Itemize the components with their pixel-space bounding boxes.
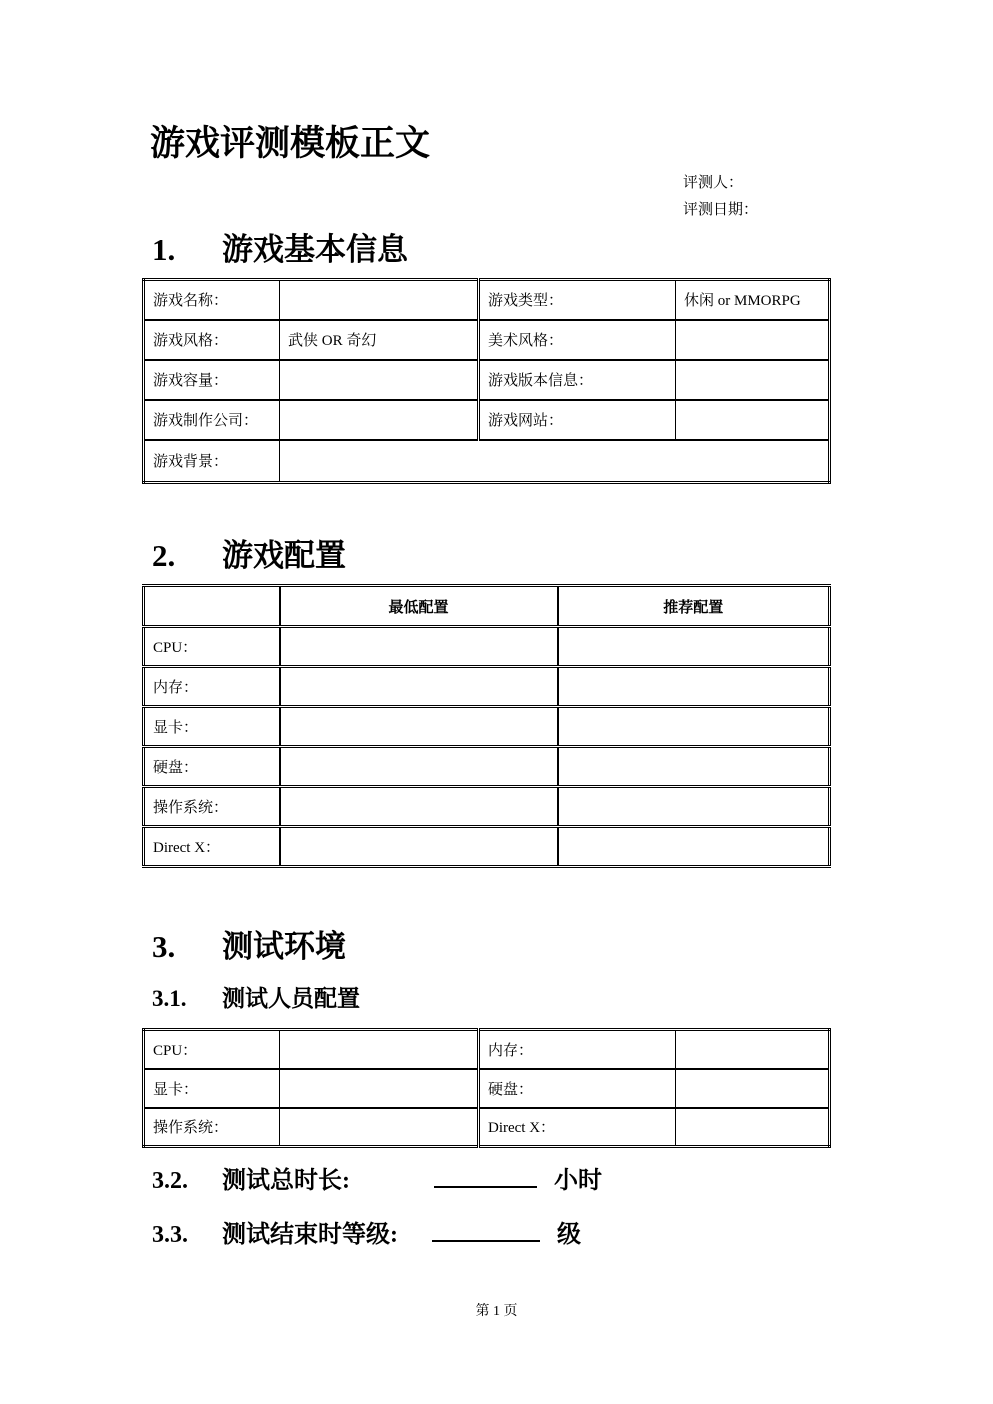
table-row xyxy=(144,627,830,667)
memory-rec-value-cell[interactable] xyxy=(558,667,830,707)
game-name-label-cell: 游戏名称： xyxy=(144,280,280,320)
test-gpu-value-cell[interactable] xyxy=(280,1069,479,1108)
game-style-value-cell[interactable]: 武侠 OR 奇幻 xyxy=(280,320,479,360)
table-row xyxy=(144,400,830,440)
disk-rec-value-cell[interactable] xyxy=(558,747,830,787)
end-level-unit: 级 xyxy=(557,1222,581,1248)
test-gpu-label-cell: 显卡： xyxy=(144,1069,280,1108)
section-1-number: 1. xyxy=(152,232,176,267)
gpu-label-cell: 显卡： xyxy=(144,707,280,747)
memory-label-cell: 内存： xyxy=(144,667,280,707)
game-version-label-cell: 游戏版本信息： xyxy=(479,360,676,400)
test-cpu-label-cell: CPU： xyxy=(144,1030,280,1069)
config-table xyxy=(142,584,831,868)
section-3-1-number: 3.1. xyxy=(152,986,187,1011)
page-number: 第 1 页 xyxy=(475,1304,518,1319)
test-duration-label: 测试总时长: xyxy=(222,1168,350,1194)
test-duration-unit: 小时 xyxy=(554,1168,602,1194)
cpu-rec-value-cell[interactable] xyxy=(558,627,830,667)
end-level-label: 测试结束时等级: xyxy=(222,1222,398,1248)
review-date-label: 评测日期： xyxy=(683,202,759,218)
test-directx-label-cell: Direct X： xyxy=(479,1108,676,1147)
game-company-value-cell[interactable] xyxy=(280,400,479,440)
game-size-label-cell: 游戏容量： xyxy=(144,360,280,400)
table-row xyxy=(144,747,830,787)
game-style-label-cell: 游戏风格： xyxy=(144,320,280,360)
test-directx-value-cell[interactable] xyxy=(676,1108,830,1147)
cpu-label-cell: CPU： xyxy=(144,627,280,667)
section-3-3-line xyxy=(152,1214,581,1249)
table-row xyxy=(144,1030,830,1069)
section-3-number: 3. xyxy=(152,929,176,964)
table-row xyxy=(144,440,830,483)
section-3-1-heading xyxy=(152,980,360,1013)
table-row xyxy=(144,1108,830,1147)
game-type-value-cell[interactable]: 休闲 or MMORPG xyxy=(676,280,830,320)
end-level-blank[interactable] xyxy=(432,1218,540,1242)
game-website-label-cell: 游戏网站： xyxy=(479,400,676,440)
gpu-min-value-cell[interactable] xyxy=(280,707,558,747)
test-duration-blank[interactable] xyxy=(434,1164,537,1188)
section-3-heading xyxy=(152,921,346,966)
config-header-empty-cell xyxy=(144,586,280,627)
section-1-heading xyxy=(152,224,408,269)
test-memory-value-cell[interactable] xyxy=(676,1030,830,1069)
game-type-label-cell: 游戏类型： xyxy=(479,280,676,320)
table-row xyxy=(144,667,830,707)
recommended-config-header-cell: 推荐配置 xyxy=(558,586,830,627)
os-label-cell: 操作系统： xyxy=(144,787,280,827)
table-row xyxy=(144,827,830,867)
cpu-min-value-cell[interactable] xyxy=(280,627,558,667)
table-row xyxy=(144,1069,830,1108)
section-2-title: 游戏配置 xyxy=(222,538,346,573)
table-row xyxy=(144,360,830,400)
section-1-title: 游戏基本信息 xyxy=(222,232,408,267)
game-background-value-cell[interactable] xyxy=(280,440,830,483)
section-3-3-number: 3.3. xyxy=(152,1222,188,1248)
directx-rec-value-cell[interactable] xyxy=(558,827,830,867)
test-os-value-cell[interactable] xyxy=(280,1108,479,1147)
config-header-row xyxy=(144,586,830,627)
section-2-heading xyxy=(152,530,346,575)
game-name-value-cell[interactable] xyxy=(280,280,479,320)
gpu-rec-value-cell[interactable] xyxy=(558,707,830,747)
os-min-value-cell[interactable] xyxy=(280,787,558,827)
test-env-table xyxy=(142,1028,831,1148)
test-disk-value-cell[interactable] xyxy=(676,1069,830,1108)
os-rec-value-cell[interactable] xyxy=(558,787,830,827)
game-website-value-cell[interactable] xyxy=(676,400,830,440)
section-3-1-title: 测试人员配置 xyxy=(222,986,360,1011)
section-3-2-line xyxy=(152,1160,602,1195)
disk-label-cell: 硬盘： xyxy=(144,747,280,787)
section-3-title: 测试环境 xyxy=(222,929,346,964)
game-size-value-cell[interactable] xyxy=(280,360,479,400)
meta-block xyxy=(683,170,758,224)
directx-label-cell: Direct X： xyxy=(144,827,280,867)
table-row xyxy=(144,787,830,827)
directx-min-value-cell[interactable] xyxy=(280,827,558,867)
game-company-label-cell: 游戏制作公司： xyxy=(144,400,280,440)
table-row xyxy=(144,320,830,360)
table-row xyxy=(144,707,830,747)
disk-min-value-cell[interactable] xyxy=(280,747,558,787)
reviewer-label: 评测人： xyxy=(683,175,744,191)
game-version-value-cell[interactable] xyxy=(676,360,830,400)
art-style-label-cell: 美术风格： xyxy=(479,320,676,360)
min-config-header-cell: 最低配置 xyxy=(280,586,558,627)
art-style-value-cell[interactable] xyxy=(676,320,830,360)
memory-min-value-cell[interactable] xyxy=(280,667,558,707)
section-3-2-number: 3.2. xyxy=(152,1168,188,1194)
table-row xyxy=(144,280,830,320)
basic-info-table xyxy=(142,278,831,484)
game-background-label-cell: 游戏背景： xyxy=(144,440,280,483)
test-memory-label-cell: 内存： xyxy=(479,1030,676,1069)
test-disk-label-cell: 硬盘： xyxy=(479,1069,676,1108)
document-title: 游戏评测模板正文 xyxy=(150,124,431,163)
test-os-label-cell: 操作系统： xyxy=(144,1108,280,1147)
section-2-number: 2. xyxy=(152,538,176,573)
test-cpu-value-cell[interactable] xyxy=(280,1030,479,1069)
